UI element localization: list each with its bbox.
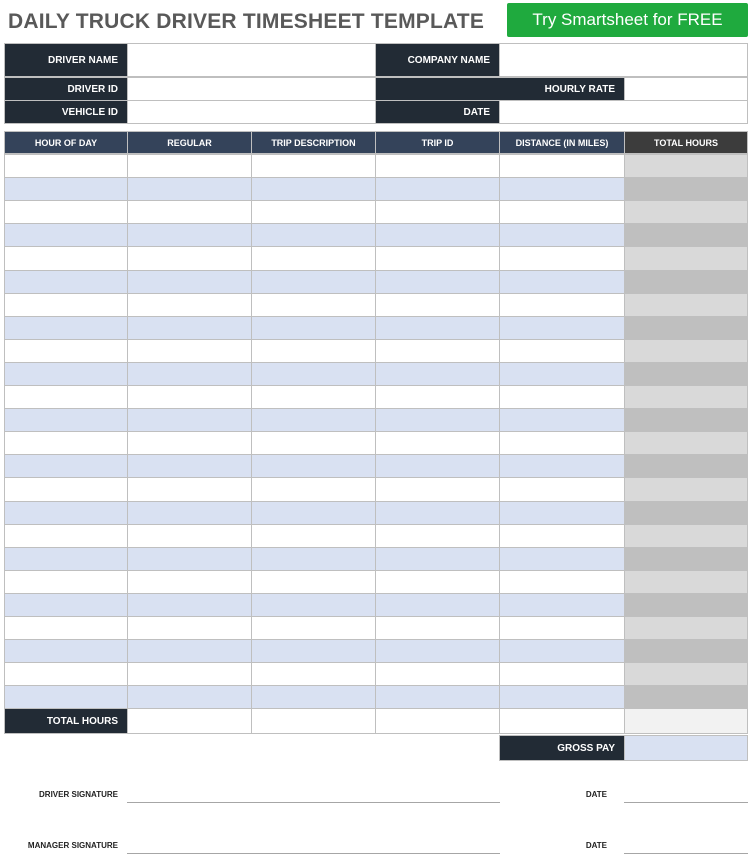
cell-trip-id[interactable] — [375, 362, 500, 386]
cell-total-hours[interactable] — [624, 501, 748, 525]
cell-trip-description[interactable] — [251, 593, 376, 617]
cell-hour-of-day[interactable] — [4, 177, 128, 201]
cell-trip-id[interactable] — [375, 316, 500, 340]
cell-regular[interactable] — [127, 431, 252, 455]
cell-hour-of-day[interactable] — [4, 270, 128, 294]
cell-distance[interactable] — [499, 685, 625, 709]
cell-trip-description[interactable] — [251, 547, 376, 571]
cell-trip-id[interactable] — [375, 454, 500, 478]
cell-trip-id[interactable] — [375, 616, 500, 640]
cell-hour-of-day[interactable] — [4, 200, 128, 224]
cell-regular[interactable] — [127, 316, 252, 340]
cell-distance[interactable] — [499, 362, 625, 386]
cell-hour-of-day[interactable] — [4, 154, 128, 178]
manager-signature-date-label: DATE — [585, 840, 607, 850]
cell-regular[interactable] — [127, 177, 252, 201]
cell-trip-id[interactable] — [375, 570, 500, 594]
cell-trip-description[interactable] — [251, 246, 376, 271]
cell-trip-id[interactable] — [375, 339, 500, 363]
cell-total-hours[interactable] — [624, 547, 748, 571]
cell-trip-description[interactable] — [251, 270, 376, 294]
cell-hour-of-day[interactable] — [4, 501, 128, 525]
cell-regular[interactable] — [127, 293, 252, 317]
manager-signature-label: MANAGER SIGNATURE — [27, 840, 118, 850]
cell-regular[interactable] — [127, 246, 252, 271]
cell-regular[interactable] — [127, 477, 252, 502]
cell-hour-of-day[interactable] — [4, 477, 128, 502]
cell-trip-description[interactable] — [251, 408, 376, 432]
cell-hour-of-day[interactable] — [4, 570, 128, 594]
cell-regular[interactable] — [127, 593, 252, 617]
cell-distance[interactable] — [499, 177, 625, 201]
column-header-trip-description: TRIP DESCRIPTION — [251, 131, 376, 154]
cell-distance[interactable] — [499, 662, 625, 686]
cell-total-hours[interactable] — [624, 177, 748, 201]
cell-trip-description[interactable] — [251, 616, 376, 640]
cell-trip-description[interactable] — [251, 177, 376, 201]
cell-hour-of-day[interactable] — [4, 593, 128, 617]
cell-total-hours[interactable] — [624, 408, 748, 432]
driver-signature-date-label: DATE — [585, 789, 607, 799]
cell-distance[interactable] — [499, 316, 625, 340]
cell-total-hours[interactable] — [624, 362, 748, 386]
cell-trip-description[interactable] — [251, 477, 376, 502]
cell-hour-of-day[interactable] — [4, 639, 128, 663]
cell-total-hours[interactable] — [624, 200, 748, 224]
total-regular-cell[interactable] — [127, 708, 252, 734]
driver-signature-date-line[interactable] — [624, 788, 748, 803]
cell-hour-of-day[interactable] — [4, 293, 128, 317]
cell-trip-id[interactable] — [375, 685, 500, 709]
cell-trip-description[interactable] — [251, 685, 376, 709]
cell-trip-id[interactable] — [375, 246, 500, 271]
total-trip-description-cell[interactable] — [251, 708, 376, 734]
cell-regular[interactable] — [127, 639, 252, 663]
date-input[interactable] — [499, 100, 748, 124]
cell-trip-description[interactable] — [251, 200, 376, 224]
cell-trip-id[interactable] — [375, 662, 500, 686]
cell-regular[interactable] — [127, 362, 252, 386]
cell-hour-of-day[interactable] — [4, 246, 128, 271]
cell-regular[interactable] — [127, 685, 252, 709]
cell-trip-description[interactable] — [251, 524, 376, 548]
cell-distance[interactable] — [499, 339, 625, 363]
cell-distance[interactable] — [499, 570, 625, 594]
cell-regular[interactable] — [127, 154, 252, 178]
cell-regular[interactable] — [127, 454, 252, 478]
cell-distance[interactable] — [499, 639, 625, 663]
cell-hour-of-day[interactable] — [4, 454, 128, 478]
cell-hour-of-day[interactable] — [4, 362, 128, 386]
cell-total-hours[interactable] — [624, 524, 748, 548]
cell-distance[interactable] — [499, 200, 625, 224]
cell-distance[interactable] — [499, 524, 625, 548]
company-name-input[interactable] — [499, 43, 748, 77]
try-smartsheet-button[interactable]: Try Smartsheet for FREE — [507, 3, 748, 37]
cell-regular[interactable] — [127, 339, 252, 363]
manager-signature-line[interactable] — [127, 839, 500, 854]
cell-total-hours[interactable] — [624, 270, 748, 294]
cell-trip-description[interactable] — [251, 316, 376, 340]
cell-hour-of-day[interactable] — [4, 223, 128, 247]
cell-distance[interactable] — [499, 501, 625, 525]
cell-regular[interactable] — [127, 570, 252, 594]
cell-total-hours[interactable] — [624, 293, 748, 317]
cell-trip-id[interactable] — [375, 639, 500, 663]
cell-trip-id[interactable] — [375, 431, 500, 455]
driver-signature-label: DRIVER SIGNATURE — [39, 789, 118, 799]
cell-total-hours[interactable] — [624, 477, 748, 502]
column-header-distance: DISTANCE (IN MILES) — [499, 131, 625, 154]
cell-distance[interactable] — [499, 223, 625, 247]
hourly-rate-label: HOURLY RATE — [375, 77, 625, 101]
cell-trip-id[interactable] — [375, 154, 500, 178]
cell-trip-description[interactable] — [251, 639, 376, 663]
cell-distance[interactable] — [499, 454, 625, 478]
cell-trip-description[interactable] — [251, 223, 376, 247]
gross-pay-cell[interactable] — [624, 735, 748, 761]
cell-regular[interactable] — [127, 408, 252, 432]
cell-trip-description[interactable] — [251, 362, 376, 386]
cell-regular[interactable] — [127, 501, 252, 525]
cell-trip-description[interactable] — [251, 570, 376, 594]
cell-total-hours[interactable] — [624, 223, 748, 247]
cell-distance[interactable] — [499, 246, 625, 271]
column-header-regular: REGULAR — [127, 131, 252, 154]
cell-trip-id[interactable] — [375, 293, 500, 317]
cell-regular[interactable] — [127, 270, 252, 294]
page-title: DAILY TRUCK DRIVER TIMESHEET TEMPLATE — [8, 10, 485, 33]
cell-hour-of-day[interactable] — [4, 408, 128, 432]
cell-total-hours[interactable] — [624, 593, 748, 617]
cell-hour-of-day[interactable] — [4, 547, 128, 571]
cell-trip-id[interactable] — [375, 200, 500, 224]
cell-regular[interactable] — [127, 385, 252, 409]
cell-trip-id[interactable] — [375, 408, 500, 432]
cell-regular[interactable] — [127, 547, 252, 571]
cell-distance[interactable] — [499, 593, 625, 617]
cell-hour-of-day[interactable] — [4, 385, 128, 409]
vehicle-id-input[interactable] — [127, 100, 376, 124]
total-hours-cell[interactable] — [624, 708, 748, 734]
cell-total-hours[interactable] — [624, 662, 748, 686]
cell-total-hours[interactable] — [624, 154, 748, 178]
cell-distance[interactable] — [499, 154, 625, 178]
cell-total-hours[interactable] — [624, 454, 748, 478]
cell-hour-of-day[interactable] — [4, 524, 128, 548]
cell-total-hours[interactable] — [624, 616, 748, 640]
cell-hour-of-day[interactable] — [4, 616, 128, 640]
driver-id-input[interactable] — [127, 77, 376, 101]
cell-total-hours[interactable] — [624, 339, 748, 363]
vehicle-id-label: VEHICLE ID — [4, 100, 128, 124]
cell-trip-id[interactable] — [375, 270, 500, 294]
cell-trip-description[interactable] — [251, 662, 376, 686]
hourly-rate-input[interactable] — [624, 77, 748, 101]
cell-distance[interactable] — [499, 385, 625, 409]
cell-regular[interactable] — [127, 524, 252, 548]
cell-distance[interactable] — [499, 408, 625, 432]
date-label: DATE — [375, 100, 500, 124]
cell-trip-description[interactable] — [251, 454, 376, 478]
total-trip-id-cell[interactable] — [375, 708, 500, 734]
cell-distance[interactable] — [499, 293, 625, 317]
cell-hour-of-day[interactable] — [4, 316, 128, 340]
cell-total-hours[interactable] — [624, 316, 748, 340]
driver-name-label: DRIVER NAME — [4, 43, 128, 77]
cell-distance[interactable] — [499, 270, 625, 294]
cell-hour-of-day[interactable] — [4, 431, 128, 455]
cell-distance[interactable] — [499, 431, 625, 455]
column-header-hour-of-day: HOUR OF DAY — [4, 131, 128, 154]
cell-total-hours[interactable] — [624, 385, 748, 409]
manager-signature-date-line[interactable] — [624, 839, 748, 854]
cell-trip-description[interactable] — [251, 501, 376, 525]
gross-pay-label: GROSS PAY — [499, 735, 625, 761]
cell-hour-of-day[interactable] — [4, 685, 128, 709]
company-name-label: COMPANY NAME — [375, 43, 500, 77]
cell-distance[interactable] — [499, 547, 625, 571]
cell-trip-description[interactable] — [251, 293, 376, 317]
column-header-total-hours: TOTAL HOURS — [624, 131, 748, 154]
cell-total-hours[interactable] — [624, 570, 748, 594]
cell-trip-description[interactable] — [251, 339, 376, 363]
cell-hour-of-day[interactable] — [4, 662, 128, 686]
driver-id-label: DRIVER ID — [4, 77, 128, 101]
cell-trip-id[interactable] — [375, 177, 500, 201]
driver-signature-line[interactable] — [127, 788, 500, 803]
cell-total-hours[interactable] — [624, 431, 748, 455]
cell-regular[interactable] — [127, 223, 252, 247]
cell-distance[interactable] — [499, 616, 625, 640]
cell-trip-id[interactable] — [375, 477, 500, 502]
cell-distance[interactable] — [499, 477, 625, 502]
cell-trip-id[interactable] — [375, 524, 500, 548]
cell-trip-id[interactable] — [375, 501, 500, 525]
cell-regular[interactable] — [127, 616, 252, 640]
cell-total-hours[interactable] — [624, 246, 748, 271]
cell-trip-id[interactable] — [375, 547, 500, 571]
cell-total-hours[interactable] — [624, 639, 748, 663]
cell-trip-description[interactable] — [251, 431, 376, 455]
cell-hour-of-day[interactable] — [4, 339, 128, 363]
cell-trip-id[interactable] — [375, 223, 500, 247]
column-header-trip-id: TRIP ID — [375, 131, 500, 154]
driver-name-input[interactable] — [127, 43, 376, 77]
cell-trip-description[interactable] — [251, 154, 376, 178]
total-distance-cell[interactable] — [499, 708, 625, 734]
cell-trip-description[interactable] — [251, 385, 376, 409]
total-hours-label: TOTAL HOURS — [4, 708, 128, 734]
cell-total-hours[interactable] — [624, 685, 748, 709]
cell-regular[interactable] — [127, 662, 252, 686]
cell-trip-id[interactable] — [375, 593, 500, 617]
cell-trip-id[interactable] — [375, 385, 500, 409]
cell-regular[interactable] — [127, 200, 252, 224]
